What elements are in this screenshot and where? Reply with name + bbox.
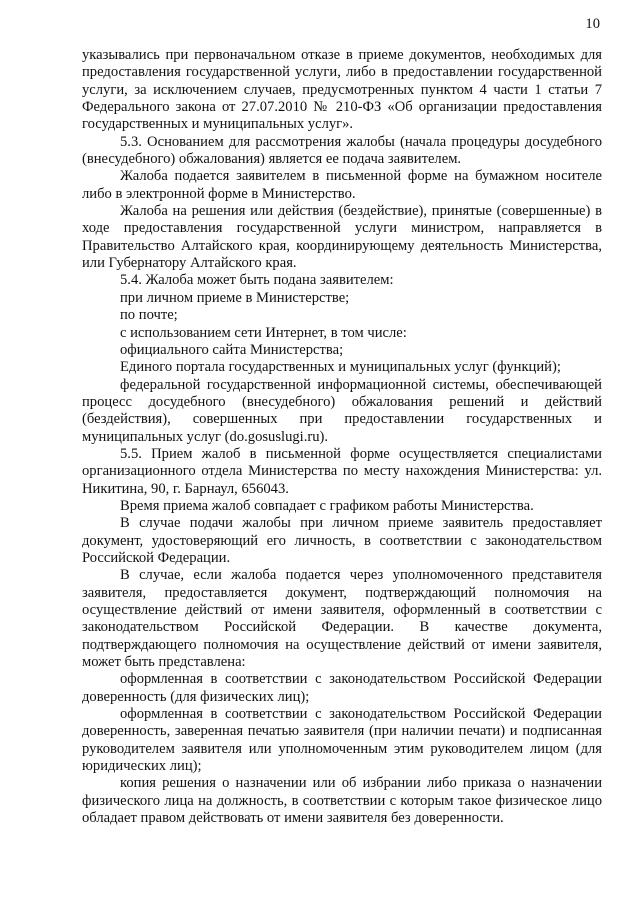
page-number: 10 [585, 16, 600, 32]
paragraph: 5.5. Прием жалоб в письменной форме осуществляется специалистами организационного отдела Министерства по месту нахождения Министерства: ул. Никитина, 90, г. Барнаул, 656043. [82, 445, 602, 497]
paragraph: оформленная в соответствии с законодательством Российской Федерации доверенность, заверенная печатью заявителя (при наличии печати) и подписанная руководителем заявителя или уполномоченным этим руководителем лицом (для юридических лиц); [82, 706, 602, 775]
paragraph: указывались при первоначальном отказе в приеме документов, необходимых для предоставления государственной услуги, либо в предоставлении государственной услуги, за исключением случаев, предусмотренных пунктом 4 части 1 статьи 7 Федерального закона от 27.07.2010 № 210-ФЗ «Об организации предоставления государственных и муниципальных услуг». [82, 47, 602, 133]
paragraph: оформленная в соответствии с законодательством Российской Федерации доверенность (для физических лиц); [82, 671, 602, 705]
paragraph: федеральной государственной информационной системы, обеспечивающей процесс досудебного (внесудебного) обжалования решений и действий (бездействия), совершенных при предоставлении государственных и муниципальных услуг (do.gosuslugi.ru). [82, 376, 602, 445]
paragraph: 5.4. Жалоба может быть подана заявителем: [120, 272, 394, 289]
paragraph: при личном приеме в Министерстве; [120, 289, 350, 306]
paragraph: Жалоба на решения или действия (бездействие), принятые (совершенные) в ходе предоставления государственной услуги министром, направляется в Правительство Алтайского края, координирующему деятельность Министерства, или Губернатору Алтайского края. [82, 203, 602, 272]
paragraph: Жалоба подается заявителем в письменной форме на бумажном носителе либо в электронной форме в Министерство. [82, 168, 602, 202]
paragraph: В случае подачи жалобы при личном приеме заявитель предоставляет документ, удостоверяющий его личность, в соответствии с законодательством Российской Федерации. [82, 515, 602, 566]
paragraph: В случае, если жалоба подается через уполномоченного представителя заявителя, предоставляется документ, подтверждающий полномочия на осуществление действий от имени заявителя, оформленный в соответствии с законодательством Российской Федерации. В качестве документа, подтверждающего полномочия на осуществление действий от имени заявителя, может быть представлена: [82, 567, 602, 671]
paragraph: Единого портала государственных и муниципальных услуг (функций); [120, 359, 561, 376]
document-body [82, 47, 602, 827]
paragraph: 5.3. Основанием для рассмотрения жалобы (начала процедуры досудебного (внесудебного) обжалования) является ее подача заявителем. [82, 133, 602, 168]
paragraph: копия решения о назначении или об избрании либо приказа о назначении физического лица на должность, в соответствии с которым такое физическое лицо обладает правом действовать от имени заявителя без доверенности. [82, 775, 602, 827]
paragraph: с использованием сети Интернет, в том числе: [120, 324, 407, 341]
paragraph: по почте; [120, 307, 178, 324]
paragraph: Время приема жалоб совпадает с графиком работы Министерства. [120, 497, 534, 514]
paragraph: официального сайта Министерства; [120, 341, 344, 358]
